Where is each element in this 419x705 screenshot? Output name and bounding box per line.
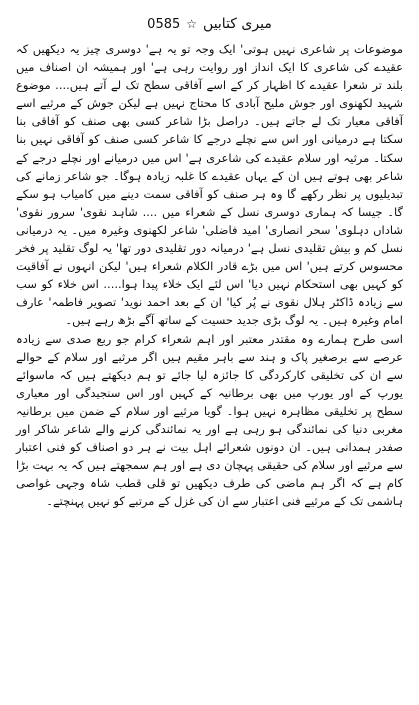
paragraph-2: اسی طرح ہمارے وہ مقتدر معتبر اور اہم شعراء کرام جو ربع صدی سے زیادہ عرصے سے برصغیر پاک و ہند سے باہر مقیم ہیں اگر مرثیے اور سلام کے حوالے سے ان کی تخلیقی کارکردگی کا جائزہ لیا جائے تو ہم دیکھتے ہیں کہ ماسوائے یورپ کے اور یورپ میں بھی برطانیہ کے کہیں اور اس سنجیدگی اور معیاری سطح پر تخلیقی مظاہرہ نہیں ہوا۔ گویا مرثیے اور سلام کے ضمن میں برطانیہ مغربی دنیا کی نمائندگی ہو رہی ہے اور یہ نمائندگی کرنے والے شاعر شاکر اور صفدر ہمدانی ہیں۔ ان دونوں شعرائے اہل بیت نے ہر دو اصناف کو فنی اعتبار سے مرثیے اور سلام کی حقیقی پہچان دی ہے اور ہم سمجھتے ہیں کہ یہ بہت بڑا کام ہے کہ اگر ہم ماضی کی طرف دیکھیں تو قلی قطب شاہ وجہی غواصی ہاشمی تک کے مرثیے فنی اعتبار سے ان کی غزل کے مرتبے کو نہیں پہنچتے۔ — [16, 331, 403, 509]
paragraph-1: موضوعات پر شاعری نہیں ہوتی' ایک وجہ تو یہ ہے' دوسری چیز یہ دیکھیں کہ عقیدے کی شاعری کا ایک انداز اور روایت رہی ہے' اور ہمیشہ ان اصناف میں بلند تر شعرا عقیدے کا اظہار کر کے اسے آفاقی سطح تک لے آتے ہیں.... موضوع شہید لکھنوی اور جوش ملیح آبادی کا محتاج نہیں ہے لیکن جوش کے مرثیے اسے آفاقی معیار تک لے جاتے ہیں۔ دراصل بڑا شاعر کسی بھی صنف کو آفاقی بنا سکتا ہے درمیانی اور اس سے نچلے درجے کا شاعر کسی صنف کو آفاقی نہیں بنا سکتا۔ مرثیہ اور سلام عقیدے کی شاعری ہے' اس میں درمیانے اور نچلے درجے کے شاعر بھی ہوتے ہیں ان کے یہاں عقیدے کا غلبہ زیادہ ہوگا۔ جو شاعر زمانے کی تبدیلیوں پر نظر رکھے گا وہ ہر صنف کو آفاقی سمت دینے میں کامیاب ہو سکے گا۔ جیسا کہ ہماری دوسری نسل کے شعراء میں .... شاہد نقوی' سرور نقوی' شاداں دہلوی' سحر انصاری' امید فاضلی' شاعر لکھنوی وغیرہ میں۔ یہ درمیانی نسل کم و بیش تقلیدی نسل ہے' درمیانہ دور تقلیدی دور تھا' یہ لوگ تقلید پر فخر محسوس کرتے ہیں' اس میں بڑے قادر الکلام شعراء ہیں' لیکن انہوں نے آفاقیت کو کہیں بھی استحکام نہیں دیا' اس لئے ایک خلاء پیدا ہوا..... اس خلاء کو سب سے زیادہ ڈاکٹر ہلال نقوی نے پُر کیا' ان کے بعد احمد نوید' تصویر فاطمہ' عارف امام وغیرہ ہیں۔ یہ لوگ بڑی جدید حسیت کے ساتھ آگے بڑھ رہے ہیں۔ — [16, 42, 403, 328]
page-header — [16, 12, 403, 36]
book-title: میری کتابیں — [203, 16, 272, 32]
star-icon: ☆ — [186, 17, 198, 31]
body-text — [16, 40, 403, 510]
page-number: 0585 — [147, 16, 181, 32]
